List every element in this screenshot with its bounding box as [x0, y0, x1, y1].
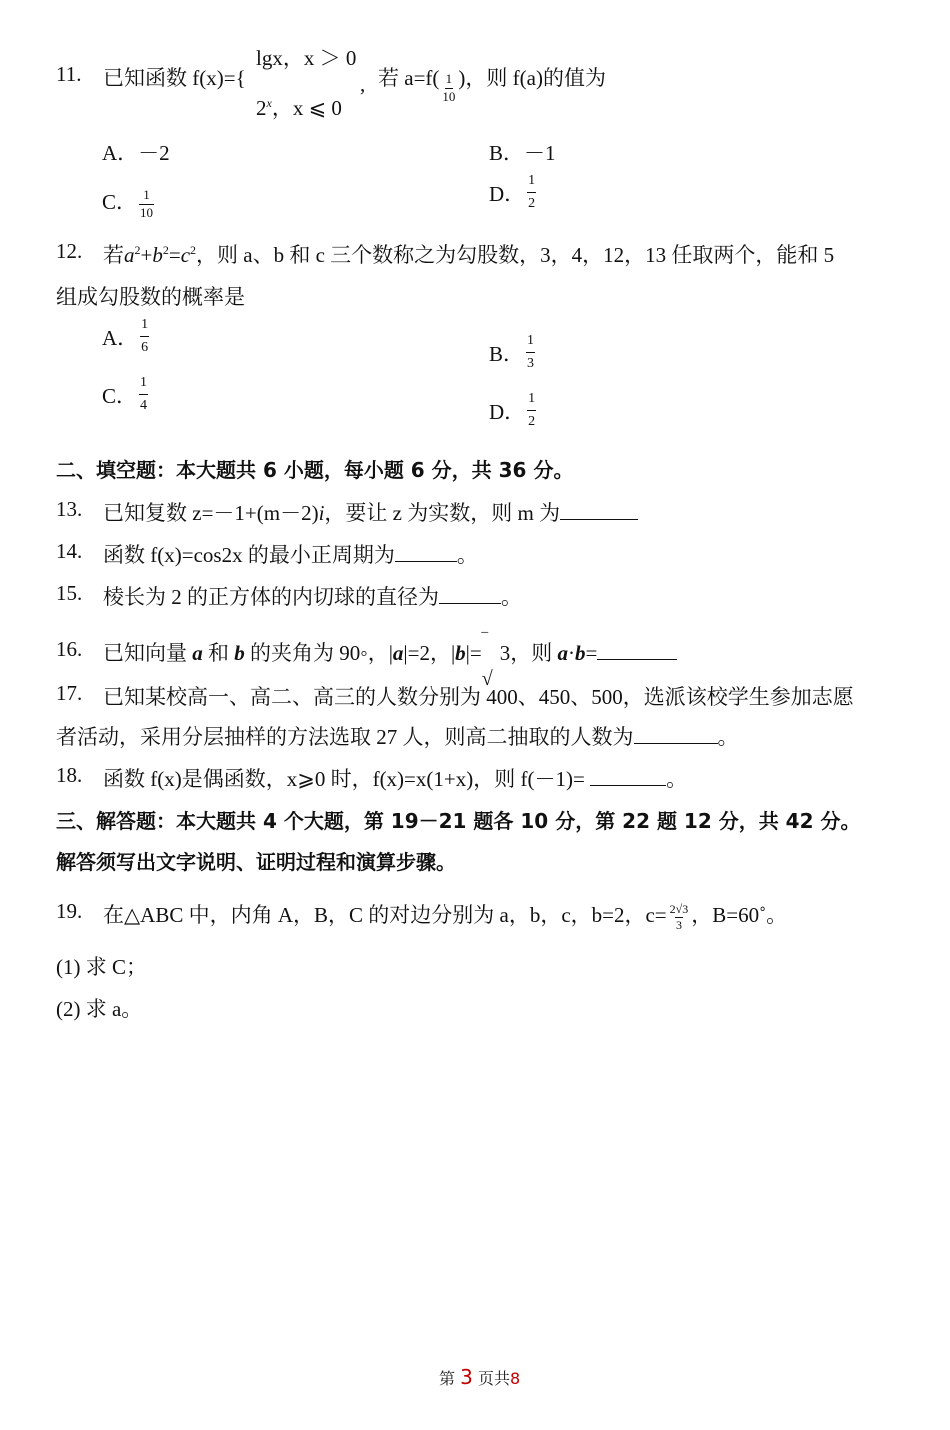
- page-footer: 第 3 页共8: [439, 1365, 521, 1389]
- q15-text: 棱长为 2 的正方体的内切球的直径为 。: [103, 585, 522, 609]
- q15-number: 15.: [56, 581, 83, 605]
- q11-option-c: C． $\frac{1}{10}$: [102, 187, 154, 220]
- q15-answer-blank: [439, 585, 501, 604]
- q19-part1: (1) 求 C；: [56, 955, 147, 979]
- q11-number: 11.: [56, 62, 82, 86]
- q12-option-c: C． $\frac{1}{4}$: [102, 372, 150, 418]
- q11-case-positive: lgx，x ＞ 0: [256, 46, 357, 70]
- q13-number: 13.: [56, 497, 83, 521]
- q17-line2: 者活动，采用分层抽样的方法选取 27 人，则高二抽取的人数为 。: [56, 725, 739, 749]
- q18-text: 函数 f(x)是偶函数，x⩾0 时，f(x)=x(1+x)，则 f(－1)= 。: [103, 767, 688, 791]
- q12-option-b: B． $\frac{1}{3}$: [489, 330, 537, 376]
- page-number: 3: [460, 1365, 473, 1389]
- q19-text: 在△ABC 中，内角 A，B，C 的对边分别为 a，b，c，b=2，c= $\frac{2√3}{3}$ ，B=60˚。: [103, 901, 788, 932]
- q19-fraction: $\frac{2√3}{3}$: [669, 901, 689, 932]
- q18-answer-blank: [590, 767, 666, 786]
- q16-answer-blank: [597, 641, 677, 660]
- q17-line1: 已知某校高一、高二、高三的人数分别为 400、450、500，选派该校学生参加志愿: [103, 685, 854, 709]
- q16-text: 已知向量 a 和 b 的夹角为 90◦，|a|=2，|b|= ‾ √ 3，则 a·b=: [103, 637, 677, 667]
- q11-stem: 已知函数 f(x)={: [103, 66, 246, 90]
- q19-part2: (2) 求 a。: [56, 997, 143, 1021]
- q11-option-d: D． $\frac{1}{2}$: [489, 170, 538, 216]
- q14-text: 函数 f(x)=cos2x 的最小正周期为 。: [103, 543, 478, 567]
- q13-answer-blank: [560, 501, 638, 520]
- q14-number: 14.: [56, 539, 83, 563]
- q17-number: 17.: [56, 681, 83, 705]
- section-3-instructions: 解答须写出文字说明、证明过程和演算步骤。: [56, 850, 456, 874]
- q11-condition: 若 a=f( $\frac{1}{10}$ )，则 f(a)的值为: [378, 66, 606, 104]
- q16-number: 16.: [56, 637, 83, 661]
- q11-option-b: B．－1: [489, 141, 556, 165]
- q13-text: 已知复数 z=－1+(m－2)i，要让 z 为实数，则 m 为: [103, 497, 638, 527]
- q14-answer-blank: [395, 543, 457, 562]
- section-3-heading: 三、解答题：本大题共 4 个大题，第 19－21 题各 10 分，第 22 题 12 分，共 42 分。: [56, 809, 861, 833]
- q11-fraction: $\frac{1}{10}$: [442, 71, 456, 104]
- q11-comma: ,: [360, 72, 366, 96]
- q12-number: 12.: [56, 239, 83, 263]
- q19-number: 19.: [56, 899, 83, 923]
- q12-option-d: D． $\frac{1}{2}$: [489, 388, 538, 434]
- q17-answer-blank: [634, 725, 718, 744]
- q12-line2: 组成勾股数的概率是: [56, 285, 245, 309]
- q12-line1: 若$a^2+b^2=c^2$，则 a、b 和 c 三个数称之为勾股数，3，4，12，13 任取两个，能和 5: [103, 243, 835, 267]
- q12-option-a: A． $\frac{1}{6}$: [102, 314, 151, 360]
- q11-case-nonpositive: 2$^x$，x ⩽ 0: [256, 96, 342, 120]
- q11-option-a: A．－2: [102, 141, 170, 165]
- page-total: 8: [509, 1369, 521, 1388]
- section-2-heading: 二、填空题：本大题共 6 小题，每小题 6 分，共 36 分。: [56, 458, 574, 482]
- q18-number: 18.: [56, 763, 83, 787]
